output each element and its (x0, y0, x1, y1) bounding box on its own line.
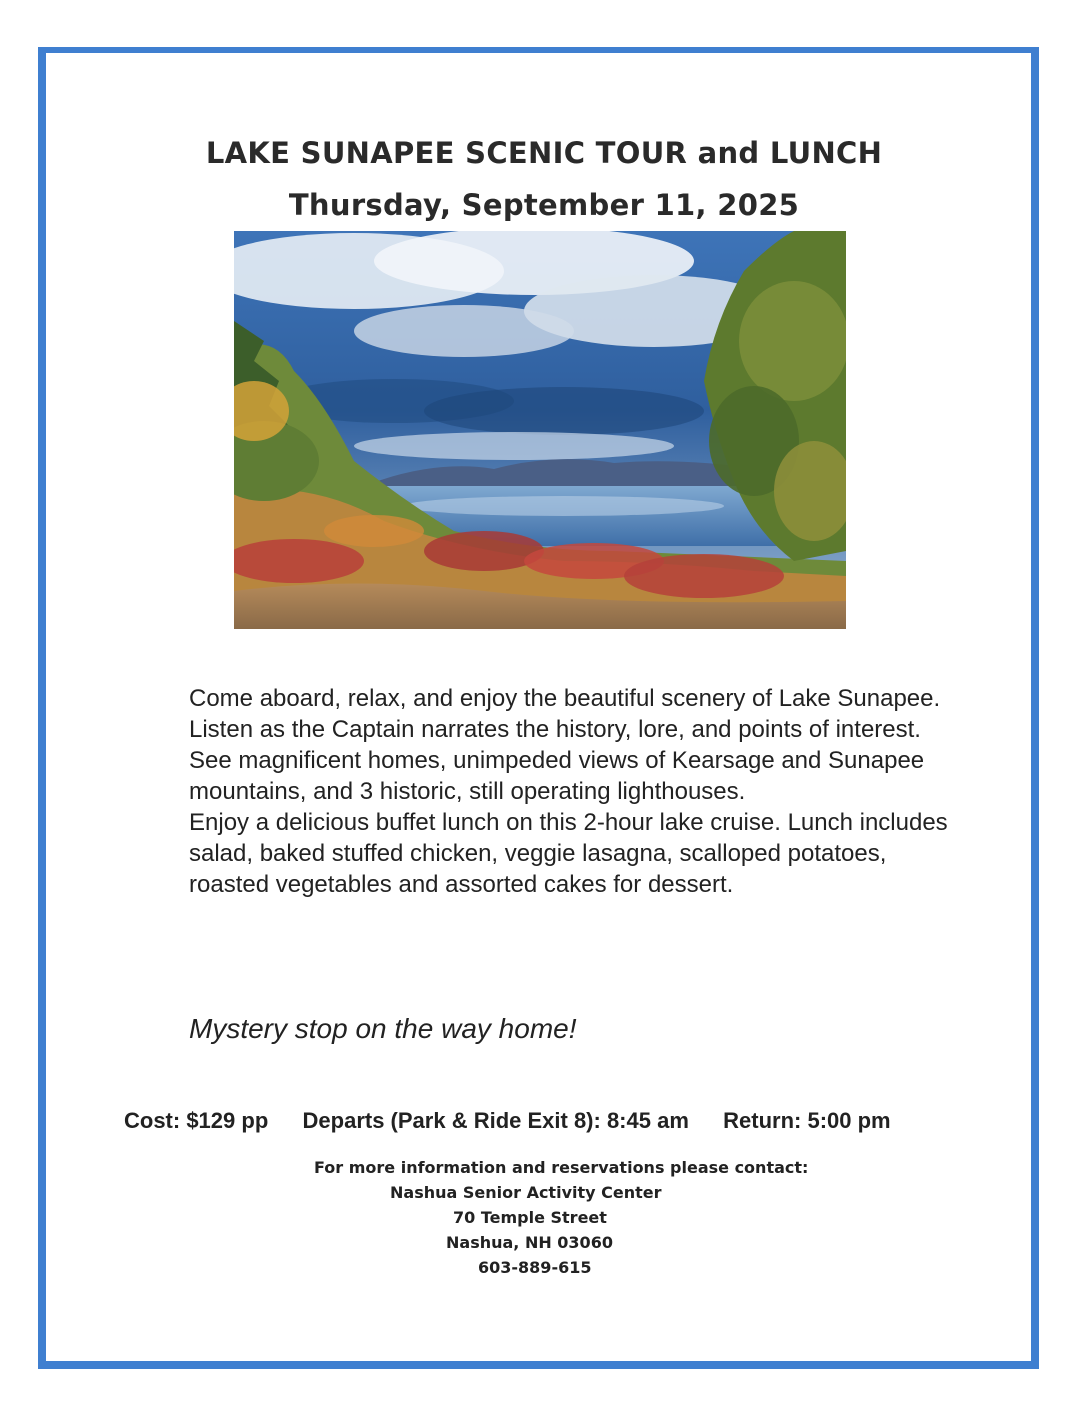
contact-street: 70 Temple Street (453, 1208, 607, 1227)
contact-phone: 603-889-615 (478, 1258, 592, 1277)
mystery-stop-note: Mystery stop on the way home! (189, 1013, 577, 1044)
contact-intro: For more information and reservations please contact: (314, 1158, 809, 1177)
trip-details (124, 1108, 891, 1134)
return-text: Return: 5:00 pm (723, 1108, 891, 1133)
contact-name: Nashua Senior Activity Center (390, 1183, 662, 1202)
departs-text: Departs (Park & Ride Exit 8): 8:45 am (302, 1108, 689, 1133)
tour-description (189, 683, 959, 900)
description-paragraph-2: Enjoy a delicious buffet lunch on this 2-hour lake cruise. Lunch includes salad, baked stuffed chicken, veggie lasagna, scalloped potatoes, roasted vegetables and assorted cakes for dessert. (189, 809, 948, 898)
lake-scenery-photo (234, 231, 846, 629)
flyer-title: LAKE SUNAPEE SCENIC TOUR and LUNCH (205, 136, 883, 170)
cost-text: Cost: $129 pp (124, 1108, 269, 1133)
contact-city: Nashua, NH 03060 (446, 1233, 613, 1252)
description-paragraph-1: Come aboard, relax, and enjoy the beautiful scenery of Lake Sunapee. Listen as the Captain narrates the history, lore, and points of interest. See magnificent homes, unimpeded views of Kearsage and Sunapee mountains, and 3 historic, still operating lighthouses. (189, 685, 941, 805)
contact-block (0, 1155, 1088, 1280)
event-date: Thursday, September 11, 2025 (288, 188, 800, 222)
